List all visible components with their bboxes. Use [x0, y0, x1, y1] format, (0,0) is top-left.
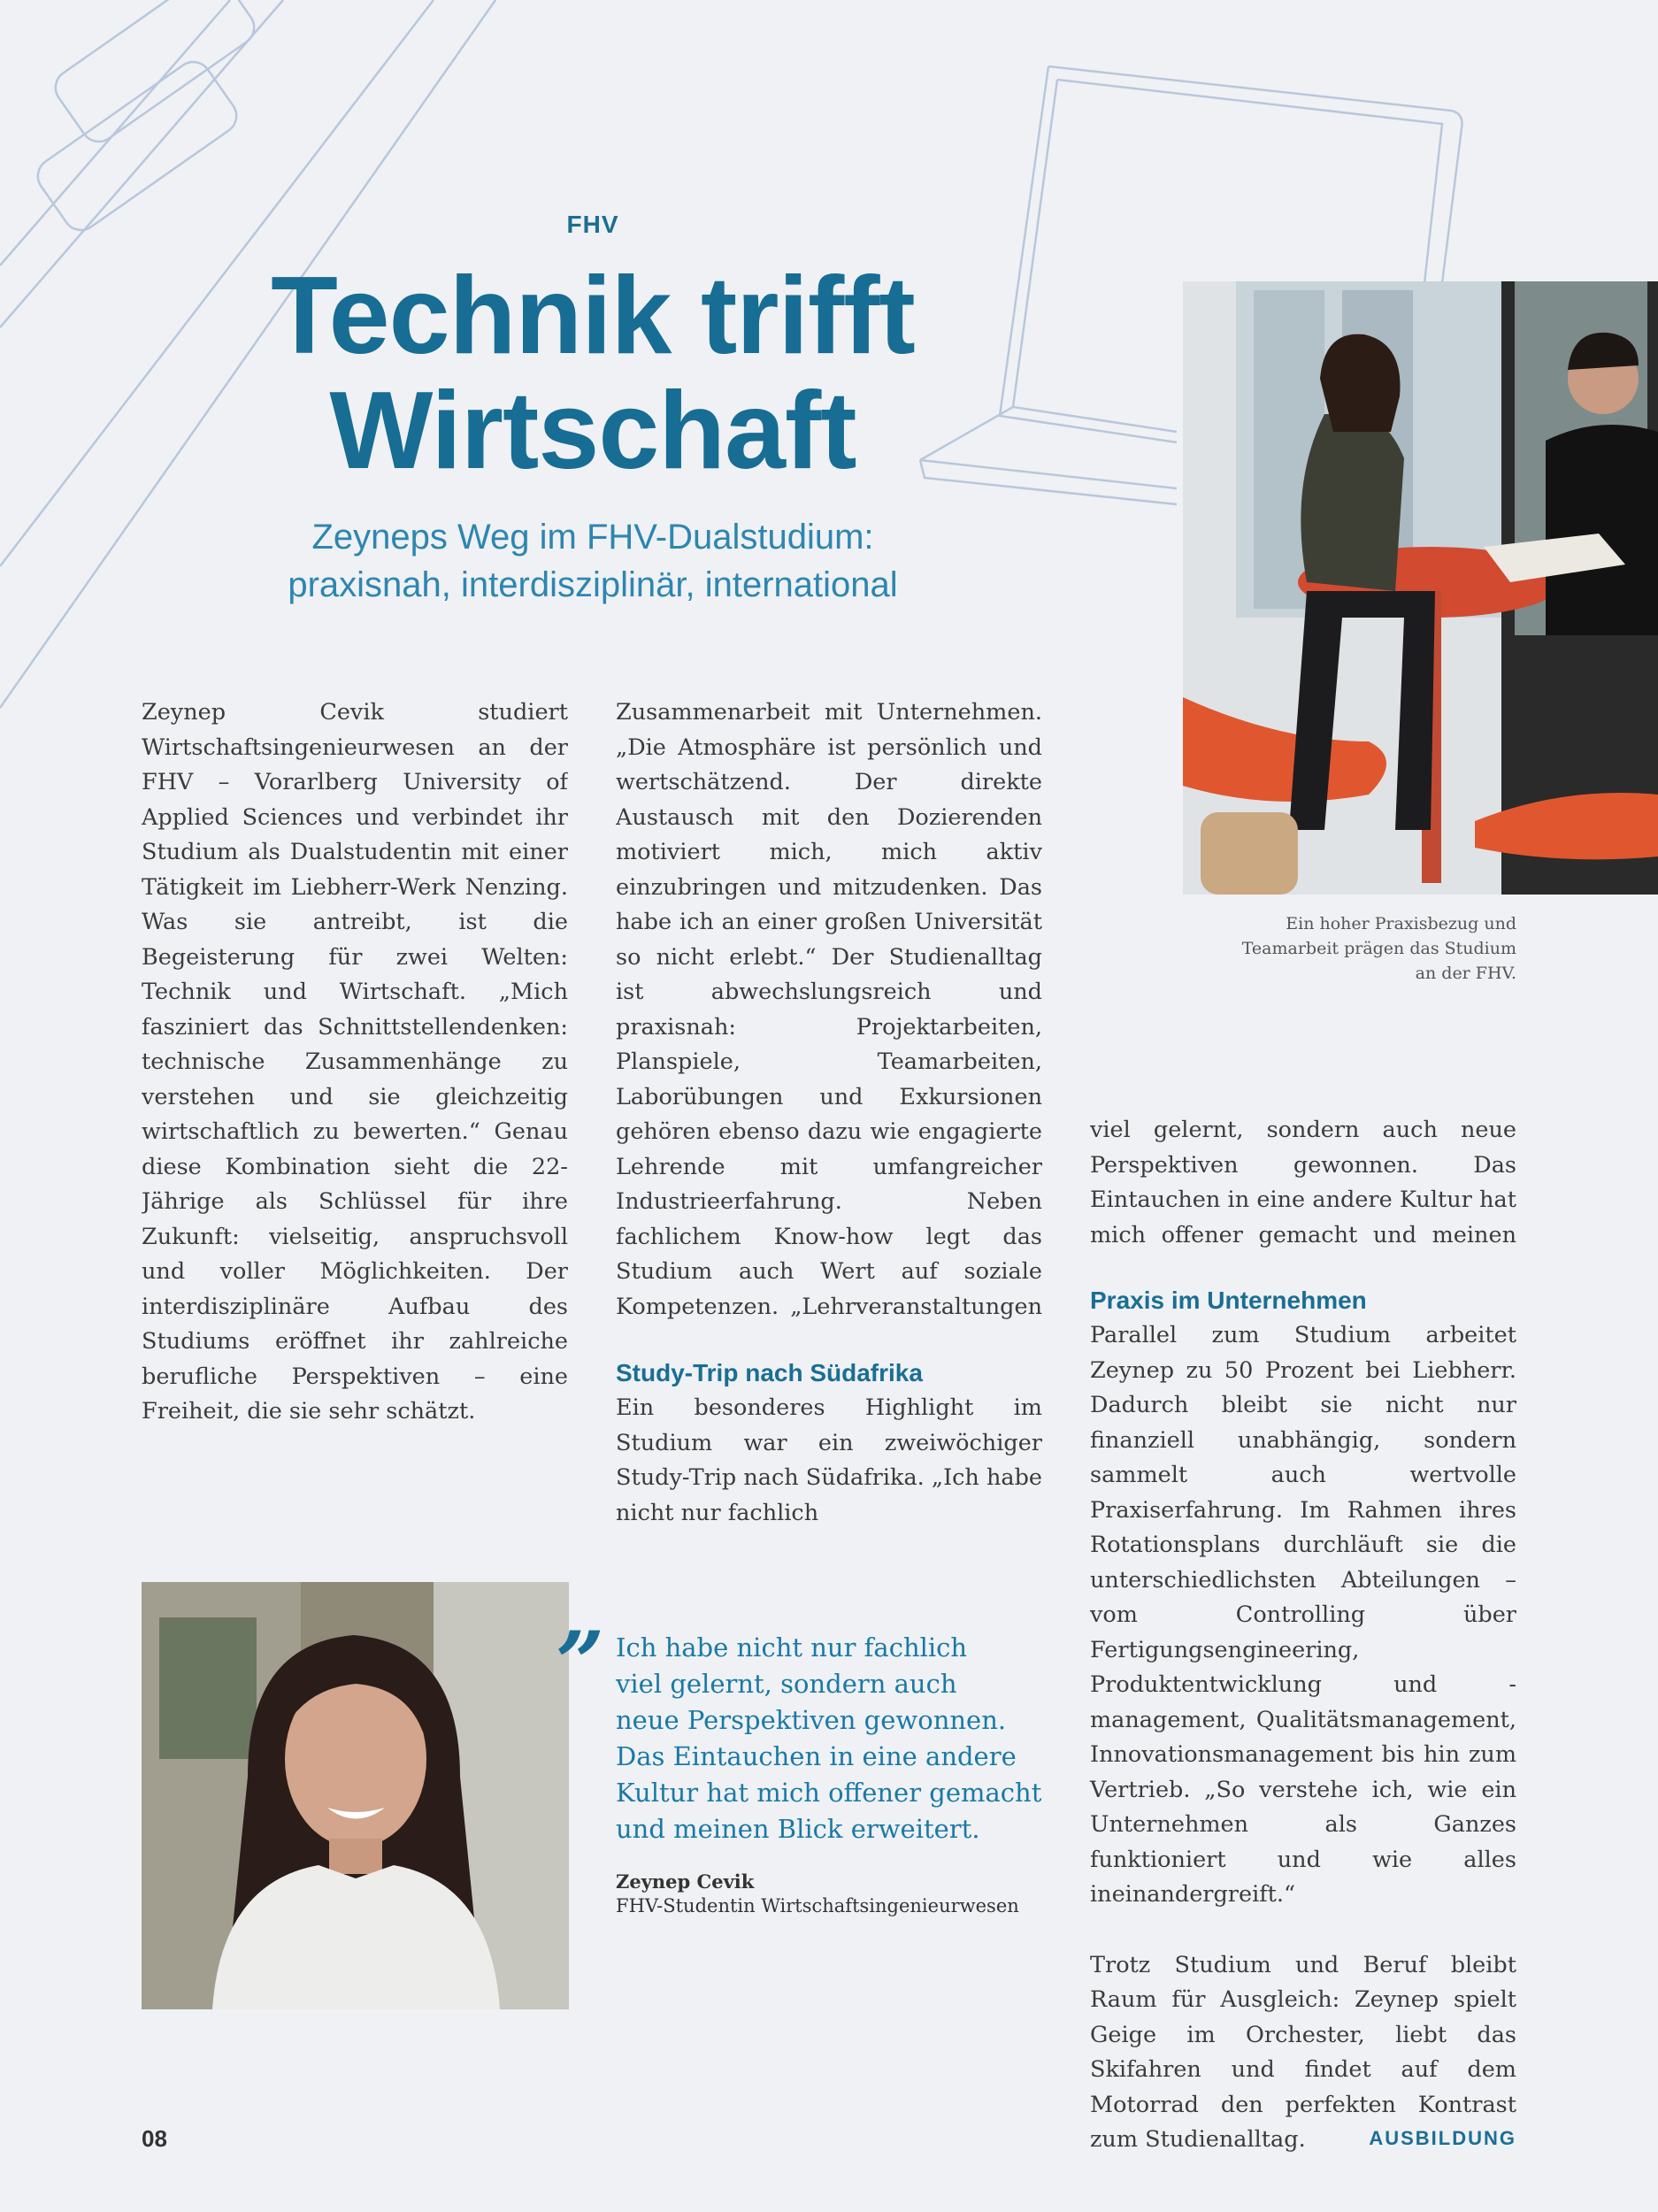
- article-column-3: [1090, 1113, 1516, 2158]
- quote-author-role: FHV-Studentin Wirtschaftsingenieurwesen: [616, 1895, 1019, 1916]
- caption-line-3: an der FHV.: [1415, 964, 1516, 983]
- column2-intro: Zusammenarbeit mit Unternehmen. „Die Atmosphäre ist persönlich und wertschätzend. Der direkte Austausch mit den Dozierenden motiviert mich, mich aktiv einzubringen und mitzudenken. Das habe ich an einer großen Universität so nicht erlebt.“ Der Studienalltag ist abwechslungsreich und praxisnah: Projektarbeiten, Planspiele, Teamarbeiten, Laborübungen und Exkursionen gehören ebenso dazu wie engagierte Lehrende mit umfangreicher Industrieerfahrung. Neben fachlichem Know-how legt das Studium auch Wert auf soziale Kompetenzen. „Lehrveranstaltungen: [616, 699, 1042, 1320]
- column3-intro: viel gelernt, sondern auch neue Perspektiven gewonnen. Das Eintauchen in eine andere Kultur hat mich offener gemacht und meinen: [1090, 1117, 1516, 1248]
- subtitle-line-2: praxisnah, interdisziplinär, international: [288, 565, 898, 604]
- quote-line: viel gelernt, sondern auch: [616, 1669, 957, 1699]
- caption-line-1: Ein hoher Praxisbezug und: [1286, 914, 1516, 933]
- column2-text: Ein besonderes Highlight im Studium war ein zweiwöchiger Study-Trip nach Südafrika. „Ich habe nicht nur fachlich: [616, 1394, 1042, 1526]
- subtitle: [0, 513, 1186, 609]
- column1-intro: Zeynep Cevik studiert Wirtschaftsingenieurwesen an der FHV – Vorarlberg University of Applied Sciences und verbindet ihr Studium als Dualstudentin mit einer Tätigkeit im Liebherr-Werk Nenzing. Was sie antreibt, ist die Begeisterung für zwei Welten: Technik und Wirtschaft. „Mich fasziniert das Schnittstellendenken: technische Zusammenhänge zu verstehen und sie gleichzeitig wirtschaftlich zu bewerten.“ Genau diese Kombination sieht die 22-Jährige als Schlüssel für ihre Zukunft: vielseitig, anspruchsvoll und voller Möglichkeiten. Der interdisziplinäre Aufbau des Studiums eröffnet ihr zahlreiche berufliche Perspektiven – eine Freiheit, die sie sehr schätzt.: [142, 699, 568, 1425]
- title-line-1: Technik trifft: [271, 255, 915, 377]
- column3-text-2: Trotz Studium und Beruf bleibt Raum für Ausgleich: Zeynep spielt Geige im Orchester, liebt das Skifahren und findet auf dem Motorrad den perfekten Kontrast zum Studienalltag.: [1090, 1951, 1516, 2153]
- title-line-2: Wirtschaft: [329, 370, 856, 492]
- pull-quote: [616, 1630, 1076, 1847]
- page-number: 08: [142, 2125, 167, 2152]
- photo-caption: [1224, 911, 1516, 986]
- quote-line: Das Eintauchen in eine andere: [616, 1741, 1017, 1771]
- quote-mark-icon: ”: [556, 1613, 605, 1713]
- column3-text-1: Parallel zum Studium arbeitet Zeynep zu 50 Prozent bei Liebherr. Dadurch bleibt sie nicht nur finanziell unabhängig, sondern sammelt auch wertvolle Praxiserfahrung. Im Rahmen ihres Rotationsplans durchläuft sie die unterschiedlichsten Abteilungen – vom Controlling über Fertigungsengineering, Produktentwicklung und -management, Qualitätsmanagement, Innovationsmanagement bis hin zum Vertrieb. „So verstehe ich, wie ein Unternehmen als Ganzes funktioniert und wie alles ineinandergreift.“: [1090, 1322, 1516, 1908]
- students-photo-illustration: [1183, 281, 1658, 895]
- quote-line: Ich habe nicht nur fachlich: [616, 1632, 968, 1663]
- page-title: [0, 255, 1186, 492]
- students-photo: [1183, 281, 1658, 895]
- article-column-2: [616, 695, 1042, 1531]
- section-heading-praxis: Praxis im Unternehmen: [1090, 1286, 1367, 1314]
- quote-author-name: Zeynep Cevik: [616, 1870, 755, 1893]
- quote-line: Kultur hat mich offener gemacht: [616, 1778, 1042, 1808]
- quote-line: neue Perspektiven gewonnen.: [616, 1705, 1007, 1735]
- subtitle-line-1: Zeyneps Weg im FHV-Dualstudium:: [311, 518, 874, 557]
- kicker-label: FHV: [566, 211, 619, 238]
- section-heading-study-trip: Study-Trip nach Südafrika: [616, 1359, 923, 1386]
- portrait-photo: [142, 1582, 569, 2009]
- quote-line: und meinen Blick erweitert.: [616, 1814, 980, 1844]
- caption-line-2: Teamarbeit prägen das Studium: [1241, 939, 1516, 958]
- portrait-illustration: [142, 1582, 569, 2009]
- section-label: AUSBILDUNG: [1369, 2127, 1516, 2149]
